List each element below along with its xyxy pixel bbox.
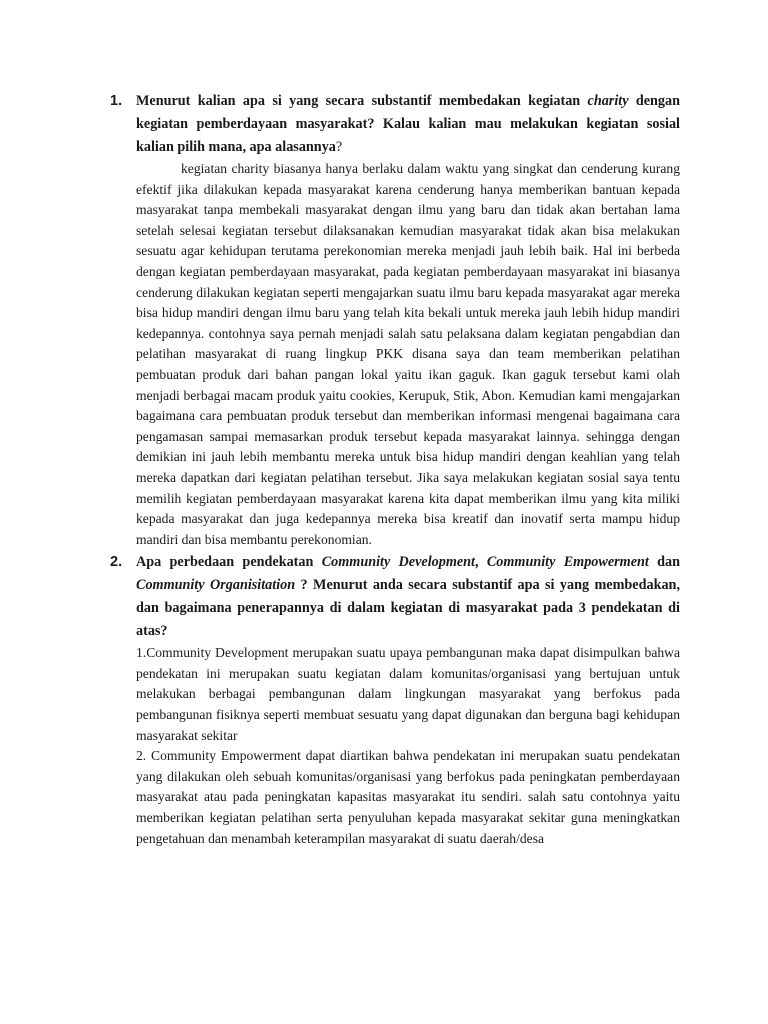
question-text-part: Menurut kalian apa si yang secara substantif membedakan kegiatan <box>136 93 588 109</box>
question-list <box>110 90 680 849</box>
question-item-1 <box>110 90 680 550</box>
answer-paragraph: 1.Community Development merupakan suatu upaya pembangunan maka dapat disimpulkan bahwa pendekatan ini merupakan suatu kegiatan dalam komunitas/organisasi yang bertujuan untuk melakukan berbagai pembangunan dalam lingkungan masyarakat yang berfokus pada pembangunan fisiknya seperti membuat sesuatu yang dapat digunakan dan berguna bagi kehidupan masyarakat sekitar <box>136 645 680 743</box>
question-emphasis: Community Empowerment <box>486 554 649 571</box>
question-emphasis: Community Development <box>321 554 475 571</box>
question-emphasis: charity <box>587 93 629 109</box>
question-text-part: Apa perbedaan pendekatan <box>136 554 322 571</box>
question-number: 1. <box>110 93 123 109</box>
question-text-part: dan <box>648 554 680 571</box>
question-text-part: ? Menurut anda secara substantif apa si yang membedakan, dan bagaimana penerapannya di dalam kegiatan di masyarakat pada 3 pendekatan di atas? <box>136 577 680 640</box>
question-text-part: dengan kegiatan pemberdayaan masyarakat? Kalau kalian mau melakukan kegiatan sosial kalian pilih mana, apa alasannya <box>136 93 680 155</box>
question-text-part: , <box>475 554 487 571</box>
answer-paragraph: 2. Community Empowerment dapat diartikan bahwa pendekatan ini merupakan suatu pendekatan yang dilakukan oleh sebuah komunitas/organisasi yang berfokus pada peningkatan pemberdayaan masyarakat atau pada peningkatan kapasitas masyarakat itu sendiri. salah satu contohnya yaitu memberikan kegiatan pelatihan serta penyuluhan kepada masyarakat sekitar guna meningkatkan pengetahuan dan menambah keterampilan masyarakat di suatu daerah/desa <box>136 748 680 846</box>
question-text <box>136 90 680 159</box>
question-mark: ? <box>335 139 343 155</box>
question-number: 2. <box>110 554 123 571</box>
question-item-2 <box>110 551 680 849</box>
question-emphasis: Community Organisitation <box>136 577 296 594</box>
answer-paragraph: kegiatan charity biasanya hanya berlaku dalam waktu yang singkat dan cenderung kurang efektif jika dilakukan kepada masyarakat karena cenderung hanya memberikan bantuan kepada masyarakat tanpa membekali masyarakat dengan ilmu yang baru dan tidak akan bertahan lama setelah selesai kegiatan tersebut dilaksanakan kemudian masyarakat tidak akan bisa melakukan sesuatu agar kehidupan terutama perekonomian mereka menjadi jauh lebih baik. Hal ini berbeda dengan kegiatan pemberdayaan masyarakat, pada kegiatan pemberdayaan masyarakat ini biasanya cenderung dilakukan kegiatan seperti mengajarkan suatu ilmu baru kepada masyarakat agar mereka bisa hidup mandiri dengan ilmu baru yang telah kita bekali untuk mereka jauh lebih hidup mandiri kedepannya. contohnya saya pernah menjadi salah satu pelaksana dalam kegiatan pengabdian dan pelatihan masyarakat di ruang lingkup PKK disana saya dan team memberikan pelatihan pembuatan produk dari bahan pangan lokal yaitu ikan gaguk. Ikan gaguk tersebut kami olah menjadi berbagai macam produk yaitu cookies, Kerupuk, Stik, Abon. Kemudian kami mengajarkan bagaimana cara pembuatan produk tersebut dan memberikan informasi mengenai bagaimana cara pengamasan sampai memasarkan produk tersebut kepada masyarakat lainnya. sehingga dengan demikian ini jauh lebih membantu mereka untuk bisa hidup mandiri dengan keahlian yang telah mereka dapatkan dari kegiatan pelatihan tersebut. Jika saya melakukan kegiatan sosial saya tentu memilih kegiatan pemberdayaan masyarakat karena kita dapat memberikan ilmu yang kita miliki kepada masyarakat dan juga kedepannya mereka bisa kreatif dan inovatif serta mampu hidup mandiri dan bisa membantu perekonomian. <box>136 161 680 547</box>
question-text <box>136 551 680 643</box>
